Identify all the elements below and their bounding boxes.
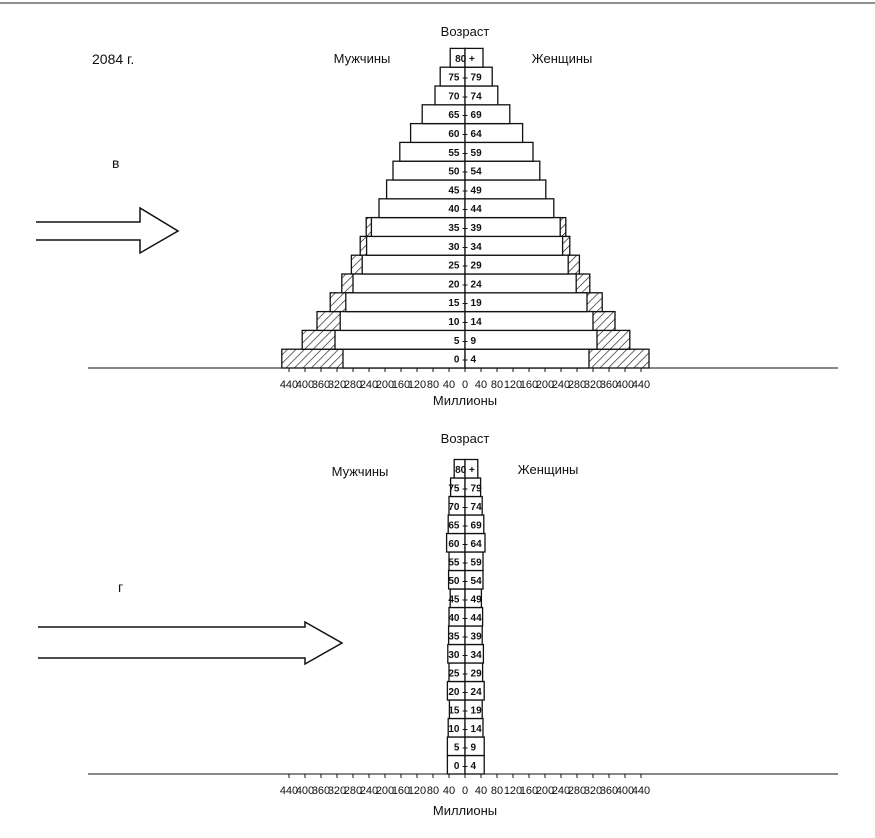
age-label-75-79: 75 – 79: [448, 72, 482, 84]
x-tick-label: 120: [503, 379, 523, 391]
age-label-5-9: 5 – 9: [453, 742, 477, 754]
x-tick-label: 80: [490, 785, 504, 797]
x-tick-label: 160: [391, 379, 411, 391]
x-tick-label: 400: [615, 379, 635, 391]
age-labels: [448, 460, 482, 775]
male-label: Мужчины: [331, 464, 389, 479]
x-tick-label: 0: [461, 379, 469, 391]
x-tick-label: 440: [279, 785, 299, 797]
x-tick-label: 360: [599, 785, 619, 797]
age-title: Возраст: [440, 24, 490, 39]
age-label-35-39: 35 – 39: [448, 631, 482, 643]
year-label: 2084 г.: [92, 51, 135, 67]
age-label-65-69: 65 – 69: [448, 520, 482, 532]
arrow: [36, 208, 178, 253]
x-tick-label: 40: [474, 785, 488, 797]
x-tick-label: 40: [442, 379, 456, 391]
age-label-25-29: 25 – 29: [448, 260, 482, 272]
x-tick-label: 200: [375, 379, 395, 391]
x-tick-label: 400: [295, 379, 315, 391]
x-tick-label: 320: [327, 379, 347, 391]
x-tick-label: 400: [295, 785, 315, 797]
age-label-45-49: 45 – 49: [448, 185, 482, 197]
bar-female-15-19: [465, 293, 587, 312]
x-tick-label: 160: [519, 785, 539, 797]
age-label-30-34: 30 – 34: [448, 649, 482, 661]
female-label: Женщины: [517, 462, 579, 477]
age-label-45-49: 45 – 49: [448, 594, 482, 606]
x-axis-title: Миллионы: [432, 393, 498, 408]
arrow: [38, 622, 342, 664]
x-tick-label: 160: [391, 785, 411, 797]
age-label-70-74: 70 – 74: [448, 501, 482, 513]
x-tick-label: 240: [359, 785, 379, 797]
bar-female-0-4: [465, 349, 589, 368]
x-ticks: [280, 774, 650, 797]
x-tick-label: 160: [519, 379, 539, 391]
age-label-55-59: 55 – 59: [448, 147, 482, 159]
age-label-75-79: 75 – 79: [448, 483, 482, 495]
age-label-60-64: 60 – 64: [448, 129, 482, 140]
panel-letter: в: [112, 155, 120, 171]
x-tick-label: 240: [359, 379, 379, 391]
age-label-35-39: 35 – 39: [448, 223, 482, 234]
x-tick-label: 360: [311, 785, 331, 797]
bar-female-5-9: [465, 330, 597, 349]
x-tick-label: 360: [311, 379, 331, 391]
age-label-15-19: 15 – 19: [448, 705, 482, 717]
x-tick-label: 440: [279, 379, 299, 391]
age-label-70-74: 70 – 74: [448, 91, 482, 103]
age-label-20-24: 20 – 24: [448, 279, 482, 291]
x-tick-label: 280: [567, 379, 587, 391]
panel-letter: г: [118, 579, 124, 595]
x-tick-label: 240: [551, 379, 571, 391]
male-label: Мужчины: [333, 51, 391, 66]
age-label-50-54: 50 – 54: [448, 575, 482, 587]
x-tick-label: 280: [567, 785, 587, 797]
age-label-5-9: 5 – 9: [453, 335, 477, 347]
age-label-0-4: 0 – 4: [453, 354, 477, 366]
x-tick-label: 440: [631, 785, 651, 797]
x-tick-label: 80: [490, 379, 504, 391]
bar-male-0-4: [343, 349, 465, 368]
x-tick-label: 400: [615, 785, 635, 797]
pyramid-g: [38, 431, 838, 818]
age-label-55-59: 55 – 59: [448, 557, 482, 569]
x-tick-label: 200: [535, 785, 555, 797]
age-label-40-44: 40 – 44: [448, 612, 482, 624]
x-tick-label: 0: [461, 785, 469, 797]
x-tick-label: 440: [631, 379, 651, 391]
age-label-40-44: 40 – 44: [448, 204, 482, 216]
x-tick-label: 320: [583, 379, 603, 391]
x-ticks: [280, 368, 650, 391]
bar-male-15-19: [346, 293, 465, 312]
x-tick-label: 280: [343, 379, 363, 391]
x-tick-label: 120: [407, 379, 427, 391]
x-tick-label: 40: [442, 785, 456, 797]
age-label-50-54: 50 – 54: [448, 166, 482, 178]
age-labels: [448, 48, 482, 368]
age-label-25-29: 25 – 29: [448, 668, 482, 680]
x-tick-label: 80: [426, 785, 440, 797]
x-axis-title: Миллионы: [432, 803, 498, 818]
x-tick-label: 80: [426, 379, 440, 391]
age-label-60-64: 60 – 64: [448, 538, 482, 550]
age-title: Возраст: [440, 431, 490, 446]
bar-male-5-9: [335, 330, 465, 349]
age-label-10-14: 10 – 14: [448, 723, 482, 735]
x-tick-label: 200: [535, 379, 555, 391]
age-label-65-69: 65 – 69: [448, 110, 482, 122]
x-tick-label: 280: [343, 785, 363, 797]
age-label-10-14: 10 – 14: [448, 317, 482, 328]
x-tick-label: 40: [474, 379, 488, 391]
age-label-30-34: 30 – 34: [448, 241, 482, 253]
x-tick-label: 200: [375, 785, 395, 797]
age-label-80+: 80 +: [455, 53, 475, 65]
age-label-0-4: 0 – 4: [453, 760, 477, 772]
bar-female-10-14: [465, 312, 593, 331]
x-tick-label: 360: [599, 379, 619, 391]
female-label: Женщины: [531, 51, 593, 66]
x-tick-label: 120: [407, 785, 427, 797]
pyramid-v: [36, 24, 838, 408]
x-tick-label: 240: [551, 785, 571, 797]
age-label-20-24: 20 – 24: [448, 686, 482, 698]
x-tick-label: 120: [503, 785, 523, 797]
x-tick-label: 320: [327, 785, 347, 797]
age-label-80+: 80 +: [455, 464, 475, 476]
x-tick-label: 320: [583, 785, 603, 797]
bar-male-10-14: [340, 312, 465, 331]
age-label-15-19: 15 – 19: [448, 298, 482, 310]
